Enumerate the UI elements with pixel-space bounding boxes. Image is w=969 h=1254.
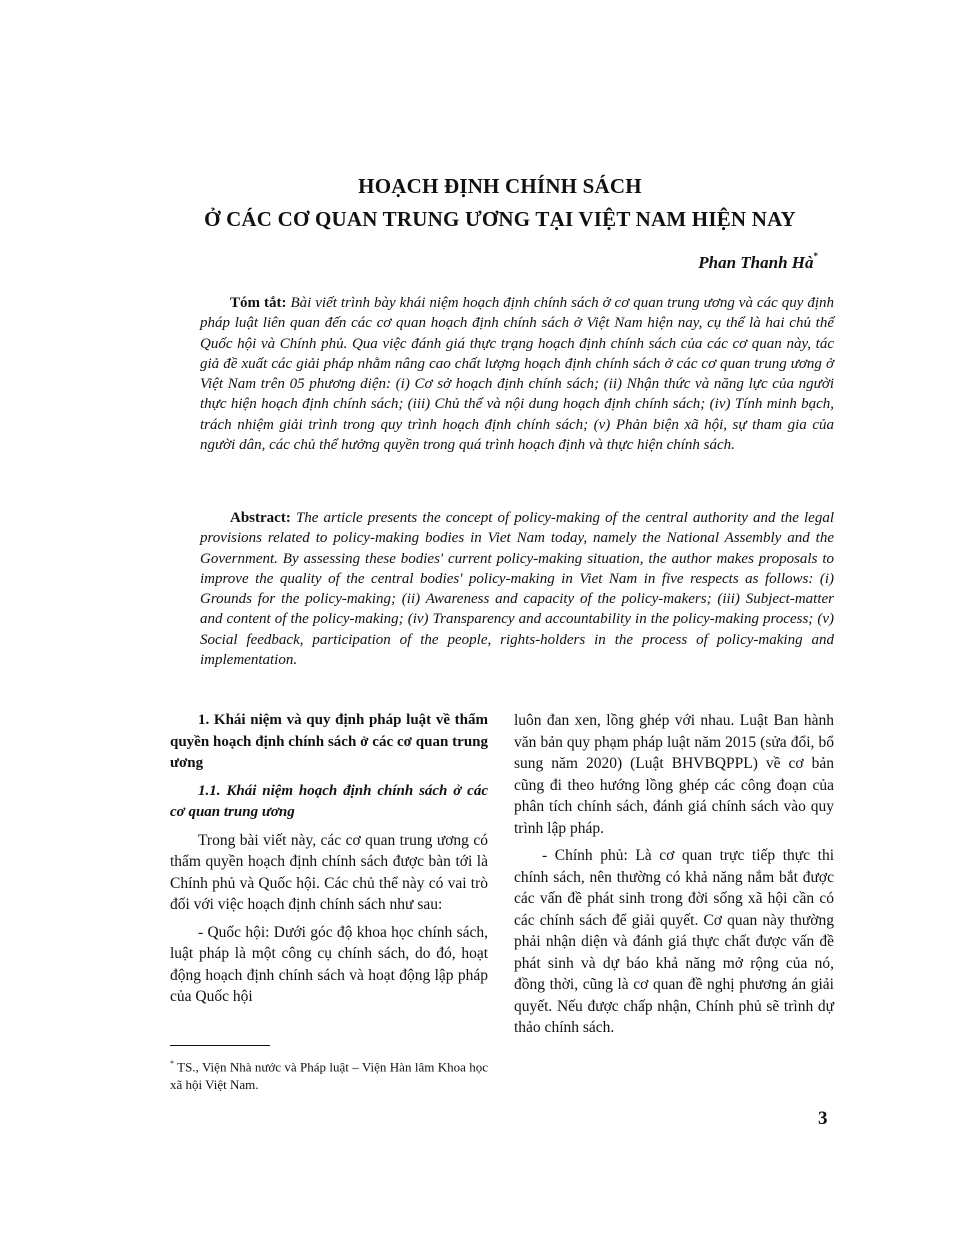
footnote — [170, 1055, 488, 1094]
article-title-line1: HOẠCH ĐỊNH CHÍNH SÁCH — [358, 174, 642, 198]
body-column-left — [170, 710, 488, 1014]
author-name-text: Phan Thanh Hà — [698, 253, 814, 272]
abstract-en-text: The article presents the concept of policy-making of the central authority and the legal provisions related to policy-making bodies in Viet Nam today, namely the National Assembly and the Government. By assessing these bodies' current policy-making situation, the author makes proposals to improve the quality of the central bodies' policy-making in Viet Nam in five respects as follows: (i) Grounds for the policy-making; (ii) Awareness and capacity of the policy-makers; (iii) Subject-matter and content of the policy-making; (iv) Transparency and accountability in the policy-making process; (v) Social feedback, participation of the people, rights-holders in the process of policy-making and implementation. — [200, 510, 835, 669]
abstract-vi-label: Tóm tắt: — [230, 295, 287, 311]
body-column-right — [514, 710, 834, 1045]
author-name — [698, 253, 818, 273]
author-footnote-mark: * — [813, 251, 818, 262]
section-heading-1-1: 1.1. Khái niệm hoạch định chính sách ở các cơ quan trung ương — [170, 782, 488, 820]
abstract-vietnamese — [200, 293, 834, 455]
footnote-mark: * — [170, 1059, 174, 1068]
article-title-line2: Ở CÁC CƠ QUAN TRUNG ƯƠNG TẠI VIỆT NAM HIỆN NAY — [204, 207, 796, 231]
section-heading-1: 1. Khái niệm và quy định pháp luật về thẩm quyền hoạch định chính sách ở các cơ quan trung ương — [170, 712, 488, 771]
body-paragraph-4: - Chính phủ: Là cơ quan trực tiếp thực thi chính sách, nên thường có khả năng nắm bắt được các vấn đề phát sinh trong đời sống xã hội cần có các chính sách để giải quyết. Cơ quan này thường phải nhận diện và đánh giá thực chất được vấn đề phát sinh và dự báo khả năng mở rộng của nó, đồng thời, cũng là cơ quan đề nghị phương án giải quyết. Nếu được chấp nhận, Chính phủ sẽ trình dự thảo chính sách. — [514, 847, 834, 1036]
page-number: 3 — [818, 1108, 828, 1129]
abstract-vi-text: Bài viết trình bày khái niệm hoạch định chính sách ở cơ quan trung ương và các quy định pháp luật liên quan đến các cơ quan hoạch định chính sách ở Việt Nam hiện nay, cụ thể là hai chủ thể Quốc hội và Chính phủ. Qua việc đánh giá thực trạng hoạch định chính sách của các cơ quan này, tác giả đề xuất các giải pháp nhằm nâng cao chất lượng hoạch định chính sách ở các cơ quan trung ương ở Việt Nam trên 05 phương diện: (i) Cơ sở hoạch định chính sách; (ii) Nhận thức và năng lực của người thực hiện hoạch định chính sách; (iii) Chủ thể và nội dung hoạch định chính sách; (iv) Tính minh bạch, trách nhiệm giải trình trong quy trình hoạch định chính sách; (v) Phản biện xã hội, sự tham gia của người dân, các chủ thể hưởng quyền trong quá trình hoạch định và thực hiện chính sách. — [200, 295, 835, 454]
abstract-en-label: Abstract: — [230, 510, 291, 526]
body-paragraph-1: Trong bài viết này, các cơ quan trung ương có thẩm quyền hoạch định chính sách được bàn tới là Chính phủ và Quốc hội. Các chủ thể này có vai trò đối với việc hoạch định chính sách như sau: — [170, 831, 488, 913]
abstract-english — [200, 508, 834, 670]
footnote-text: TS., Viện Nhà nước và Pháp luật – Viện Hàn lâm Khoa học xã hội Việt Nam. — [170, 1059, 488, 1093]
body-paragraph-3: luôn đan xen, lồng ghép với nhau. Luật Ban hành văn bản quy phạm pháp luật năm 2015 (sửa đổi, bổ sung năm 2020) (Luật BHVBQPPL) về cơ bản cũng đi theo hướng lồng ghép các công đoạn của phân tích chính sách, đánh giá chính sách vào quy trình lập pháp. — [514, 712, 834, 837]
footnote-divider — [170, 1045, 270, 1046]
body-paragraph-2: - Quốc hội: Dưới góc độ khoa học chính sách, luật pháp là một công cụ chính sách, do đó, hoạt động hoạch định chính sách và hoạt động lập pháp của Quốc hội — [170, 923, 488, 1005]
